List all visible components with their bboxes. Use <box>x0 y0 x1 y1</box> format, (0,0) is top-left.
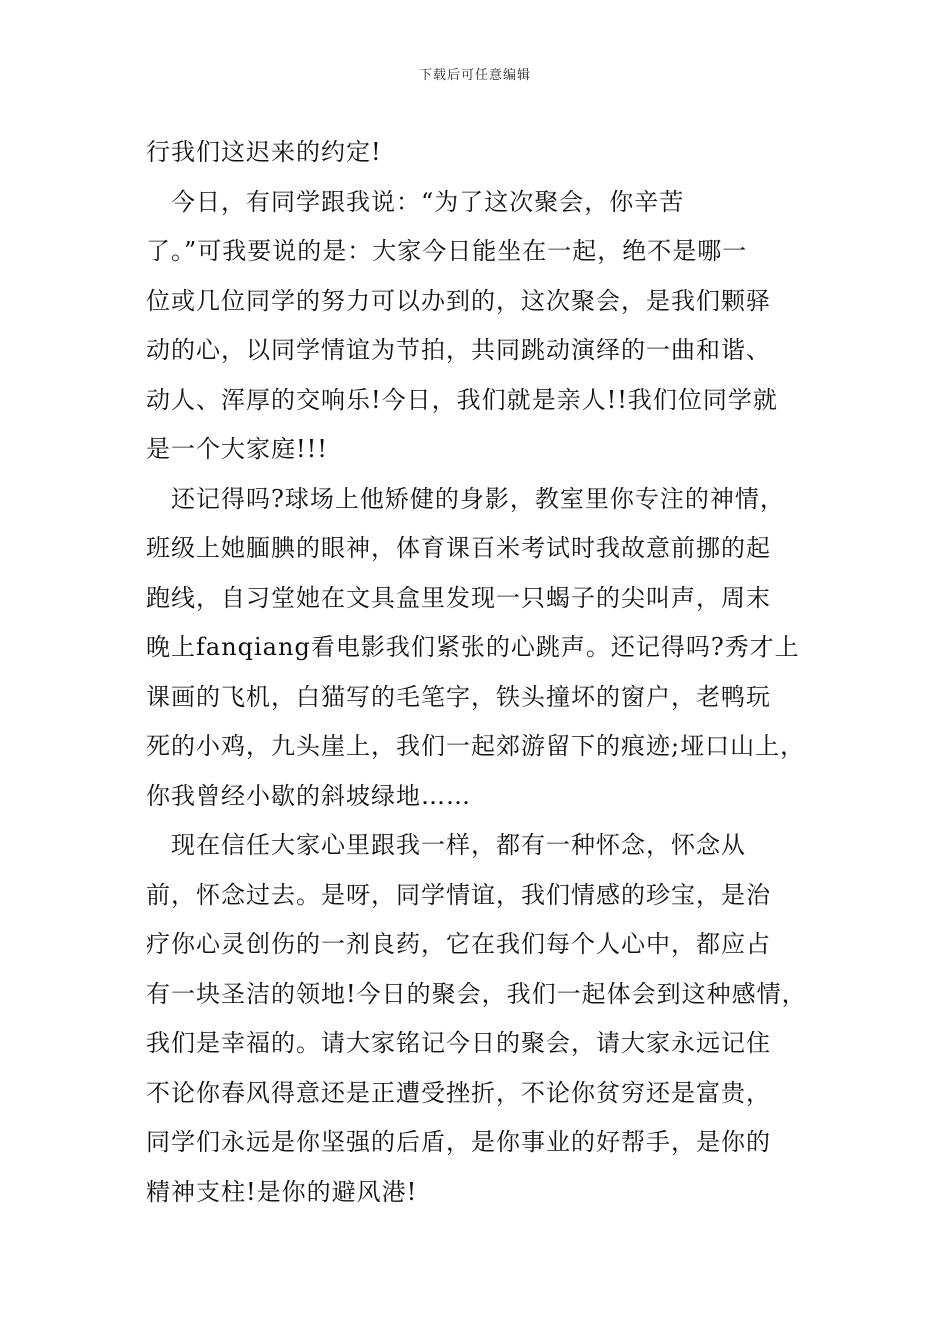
text-line: 精神支柱!是你的避风港! <box>146 1177 418 1206</box>
text-line: 位或几位同学的努力可以办到的，这次聚会，是我们颗驿 <box>146 286 771 315</box>
text-line: 了。”可我要说的是：大家今日能坐在一起，绝不是哪一 <box>146 237 748 265</box>
text-line: 跑线，自习堂她在文具盒里发现一只蝎子的尖叫声，周末 <box>146 583 771 612</box>
text-line: 今日，有同学跟我说：“为了这次聚会，你辛苦 <box>146 187 685 216</box>
text-line: 我们是幸福的。请大家铭记今日的聚会，请大家永远记住 <box>146 1029 771 1057</box>
text-line: 是一个大家庭!!! <box>146 435 328 463</box>
text-line: 同学们永远是你坚强的后盾，是你事业的好帮手，是你的 <box>146 1128 771 1156</box>
text-line: 班级上她腼腆的眼神，体育课百米考试时我故意前挪的起 <box>146 534 771 562</box>
text-line: 动的心，以同学情谊为节拍，共同跳动演绎的一曲和谐、 <box>146 336 771 364</box>
text-line: 动人、浑厚的交响乐!今日，我们就是亲人!!我们位同学就 <box>146 385 778 414</box>
text-line: 晚上fanqiang看电影我们紧张的心跳声。还记得吗?秀才上 <box>146 633 800 661</box>
text-line: 前，怀念过去。是呀，同学情谊，我们情感的珍宝，是治 <box>146 880 771 909</box>
text-line: 不论你春风得意还是正遭受挫折，不论你贫穷还是富贵， <box>146 1078 771 1107</box>
text-line: 还记得吗?球场上他矫健的身影，教室里你专注的神情， <box>146 484 785 513</box>
text-line: 死的小鸡，九头崖上，我们一起郊游留下的痕迹;垭口山上， <box>146 732 806 760</box>
text-line: 疗你心灵创伤的一剂良药，它在我们每个人心中，都应占 <box>146 930 771 958</box>
document-body <box>146 128 836 1217</box>
text-line: 现在信任大家心里跟我一样，都有一种怀念，怀念从 <box>146 831 746 859</box>
page-header: 下载后可任意编辑 <box>418 68 531 83</box>
text-line: 你我曾经小歇的斜坡绿地…… <box>146 781 471 810</box>
text-line: 课画的飞机，白猫写的毛笔字，铁头撞坏的窗户，老鸭玩 <box>146 682 771 711</box>
text-line: 有一块圣洁的领地!今日的聚会，我们一起体会到这种感情， <box>146 979 807 1008</box>
text-line: 行我们这迟来的约定! <box>146 138 382 166</box>
